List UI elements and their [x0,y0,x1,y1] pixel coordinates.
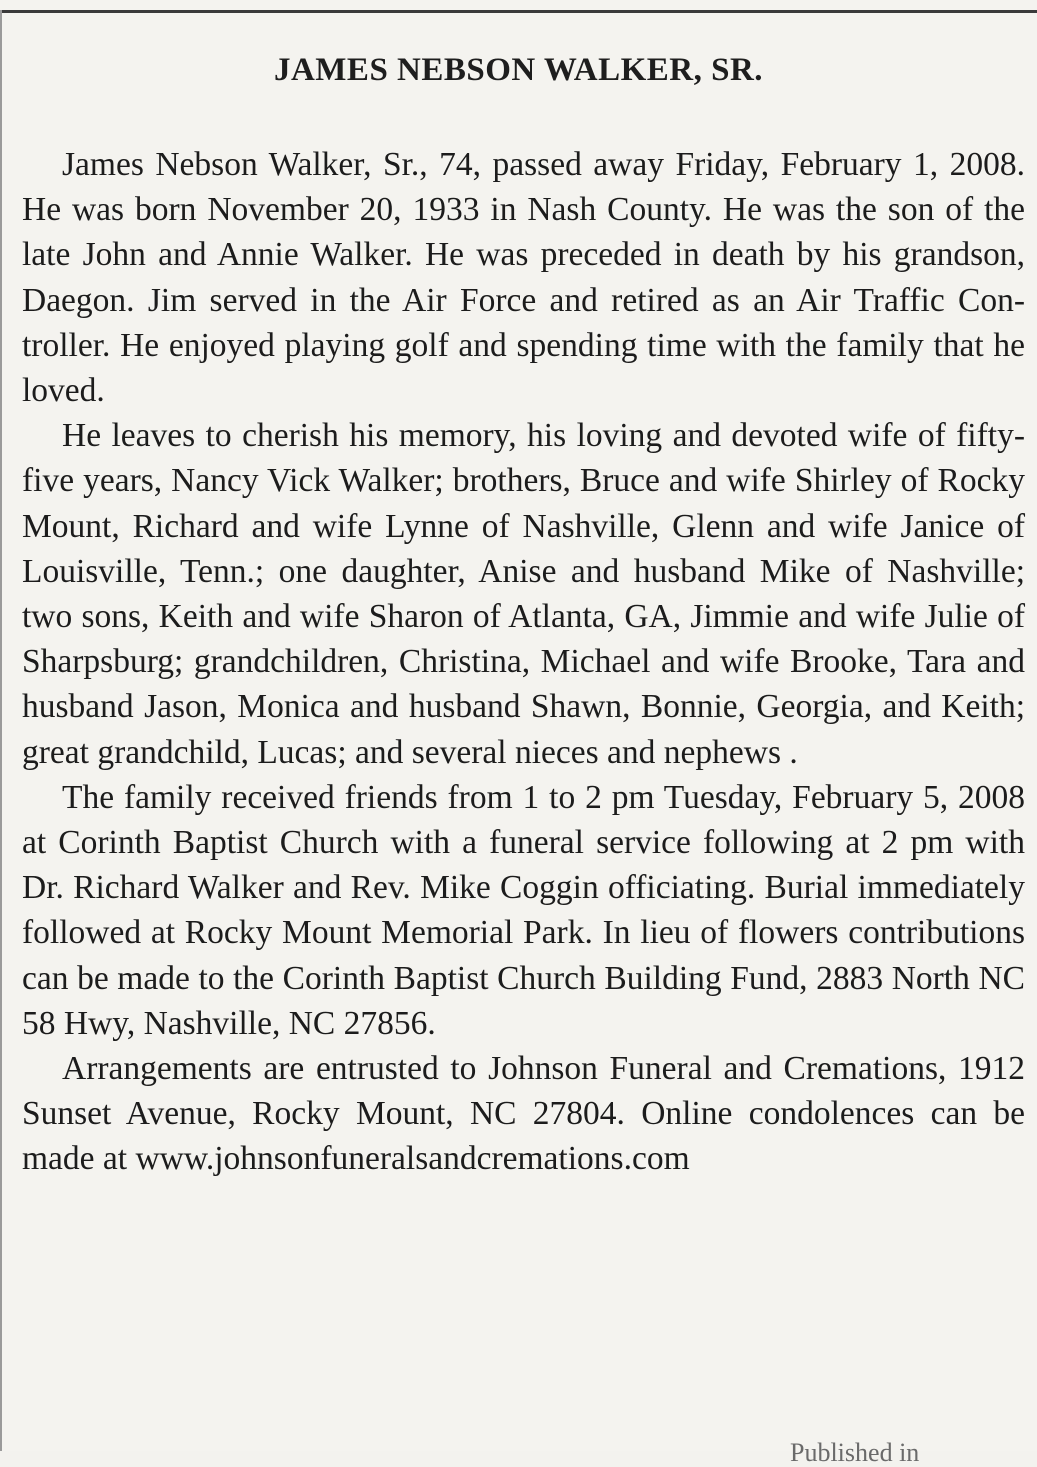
obituary-body [22,142,1025,1182]
obituary-paragraph-4: Arrangements are entrusted to Johnson Funeral and Cremations, 1912 Sunset Avenue, Rocky Mount, NC 27804. Online condolences can be made at www.johnsonfuneralsandcremations.com [22,1050,1025,1178]
cut-off-text-fragment: Published in [790,1438,920,1467]
obituary-title: JAMES NEBSON WALKER, SR. [273,52,764,88]
obituary-paragraph-2: He leaves to cherish his memory, his loving and devoted wife of fifty-five years, Nancy Vick Walker; brothers, Bruce and wife Shirley of Rocky Mount, Richard and wife Lynne of Nashville, Glenn and wife Janice of Louisville, Tenn.; one daughter, Anise and husband Mike of Nashville; two sons, Keith and wife Sharon of Atlanta, GA, Jimmie and wife Julie of Sharpsburg; grandchildren, Christina, Michael and wife Brooke, Tara and husband Jason, Monica and husband Shawn, Bonnie, Georgia, and Keith; great grandchild, Lucas; and several nieces and nephews . [22,417,1025,771]
left-clipping-edge [0,10,2,1451]
top-divider-rule [0,10,1037,13]
obituary-paragraph-1: James Nebson Walker, Sr., 74, passed away Friday, February 1, 2008. He was born November 20, 1933 in Nash County. He was the son of the late John and Annie Walker. He was preceded in death by his grandson, Daegon. Jim served in the Air Force and retired as an Air Traffic Controller. He enjoyed playing golf and spending time with the family that he loved. [22,146,1025,410]
obituary-paragraph-3: The family received friends from 1 to 2 pm Tuesday, February 5, 2008 at Corinth Baptist Church with a funeral service following at 2 pm with Dr. Richard Walker and Rev. Mike Coggin officiating. Burial immediately followed at Rocky Mount Memorial Park. In lieu of flowers contributions can be made to the Corinth Baptist Church Building Fund, 2883 North NC 58 Hwy, Nashville, NC 27856. [22,778,1025,1042]
